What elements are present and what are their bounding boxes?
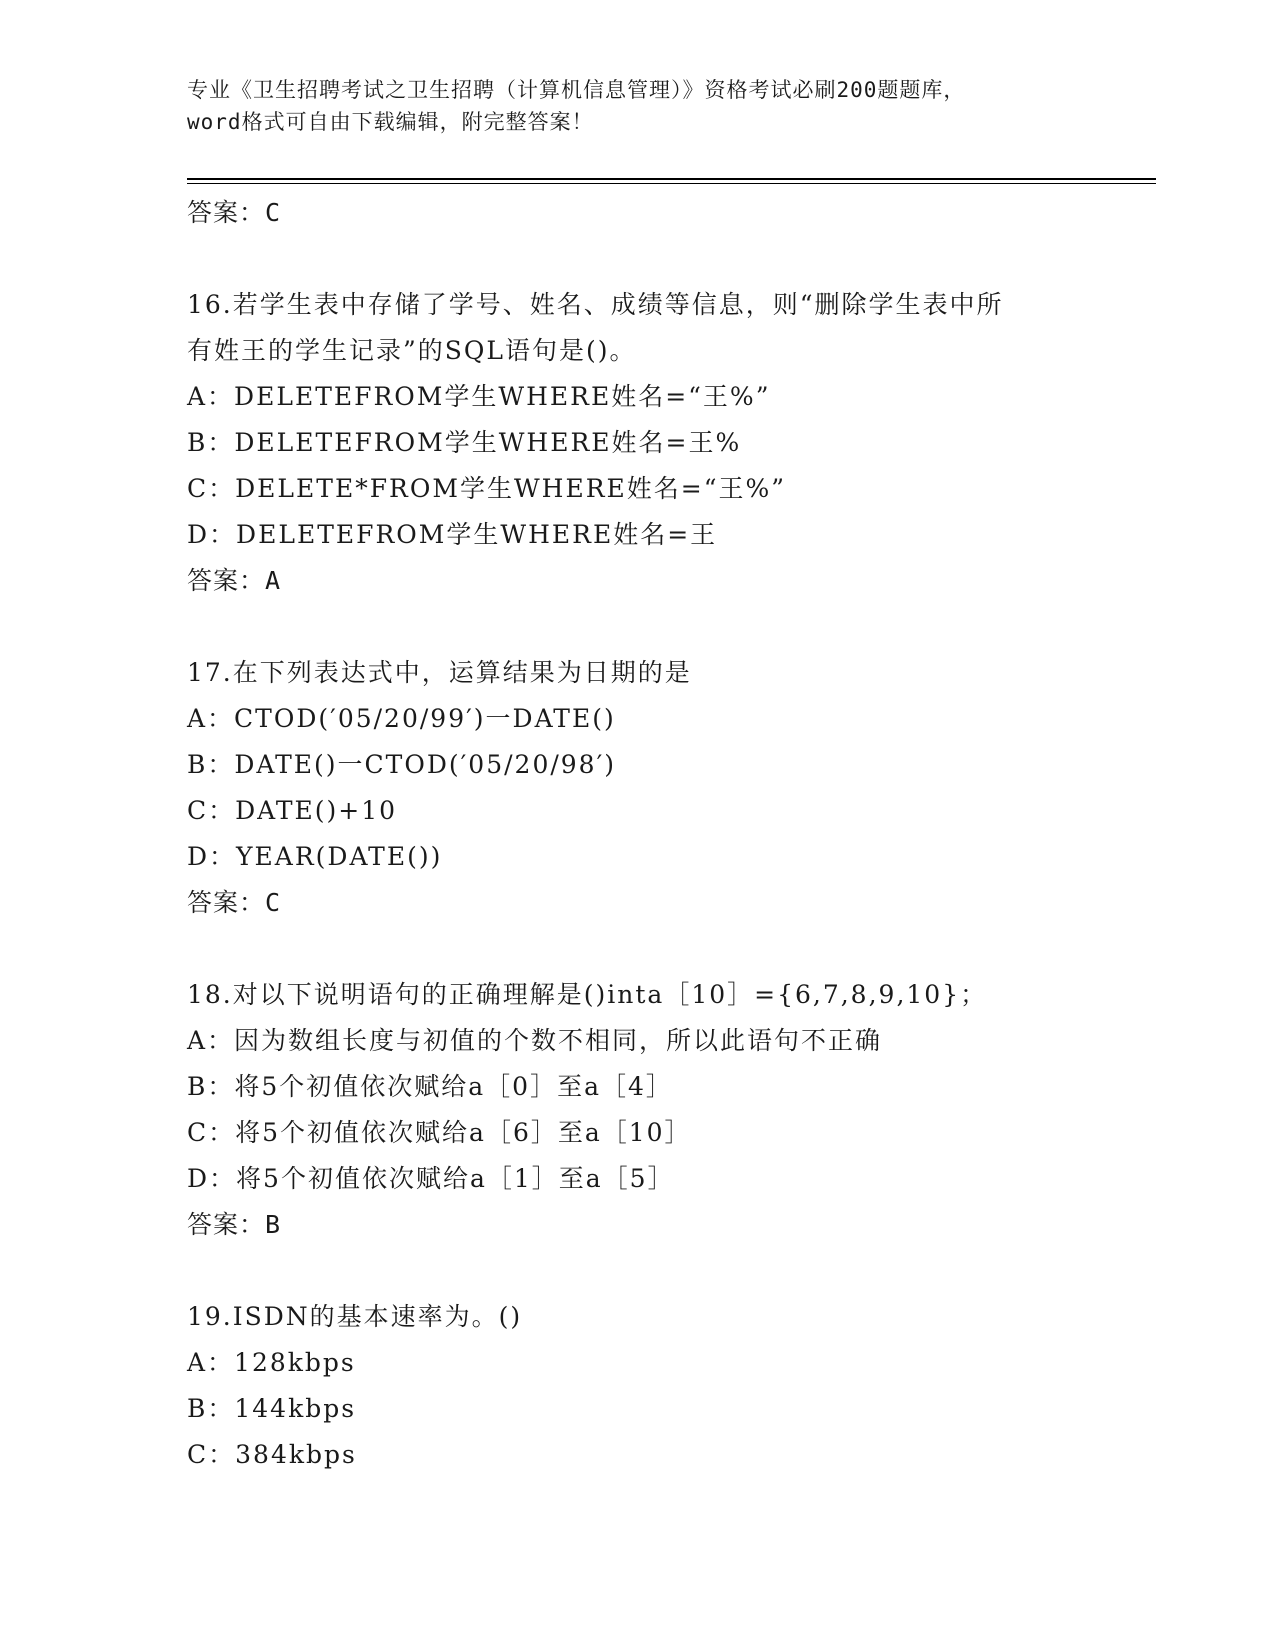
question-block [187, 972, 1087, 1248]
option-b: B：144kbps [187, 1394, 357, 1423]
question-block [187, 1294, 1087, 1478]
question-stem: 有姓王的学生记录”的SQL语句是()。 [187, 336, 637, 365]
option-a: A：128kbps [187, 1348, 356, 1377]
option-d: D：YEAR(DATE()) [187, 842, 443, 871]
option-c: C：将5个初值依次赋给a［6］至a［10］ [187, 1118, 692, 1147]
option-d: D：DELETEFROM学生WHERE姓名=王 [187, 520, 718, 549]
header-line: 专业《卫生招聘考试之卫生招聘（计算机信息管理）》资格考试必刷200题题库， [187, 78, 966, 102]
question-stem: 18.对以下说明语句的正确理解是()inta［10］={6,7,8,9,10}； [187, 980, 988, 1009]
spacer [187, 236, 1087, 282]
option-a: A：DELETEFROM学生WHERE姓名=“王%” [187, 382, 771, 411]
question-list [187, 190, 1087, 1478]
option-b: B：DELETEFROM学生WHERE姓名=王% [187, 428, 742, 457]
document-header [187, 74, 1087, 138]
question-stem: 17.在下列表达式中，运算结果为日期的是 [187, 658, 692, 687]
question-stem: 19.ISDN的基本速率为。() [187, 1302, 523, 1331]
option-a: A：因为数组长度与初值的个数不相同，所以此语句不正确 [187, 1026, 883, 1055]
spacer [187, 1248, 1087, 1294]
option-d: D：将5个初值依次赋给a［1］至a［5］ [187, 1164, 675, 1193]
question-block [187, 650, 1087, 926]
option-c: C：384kbps [187, 1440, 357, 1469]
question-block [187, 282, 1087, 604]
option-c: C：DELETE*FROM学生WHERE姓名=“王%” [187, 474, 787, 503]
header-rule [187, 178, 1156, 180]
spacer [187, 604, 1087, 650]
spacer [187, 926, 1087, 972]
header-line: word格式可自由下载编辑，附完整答案！ [187, 110, 594, 134]
option-b: B：将5个初值依次赋给a［0］至a［4］ [187, 1072, 673, 1101]
question-stem: 16.若学生表中存储了学号、姓名、成绩等信息，则“删除学生表中所 [187, 290, 1004, 319]
answer-line: 答案：C [187, 198, 282, 227]
answer-line: 答案：A [187, 566, 282, 595]
option-c: C：DATE()+10 [187, 796, 398, 825]
answer-line: 答案：C [187, 888, 282, 917]
option-a: A：CTOD(′05/20/99′)一DATE() [187, 704, 616, 733]
header-rule-thin [187, 183, 1156, 184]
answer-line: 答案：B [187, 1210, 282, 1239]
option-b: B：DATE()一CTOD(′05/20/98′) [187, 750, 617, 779]
